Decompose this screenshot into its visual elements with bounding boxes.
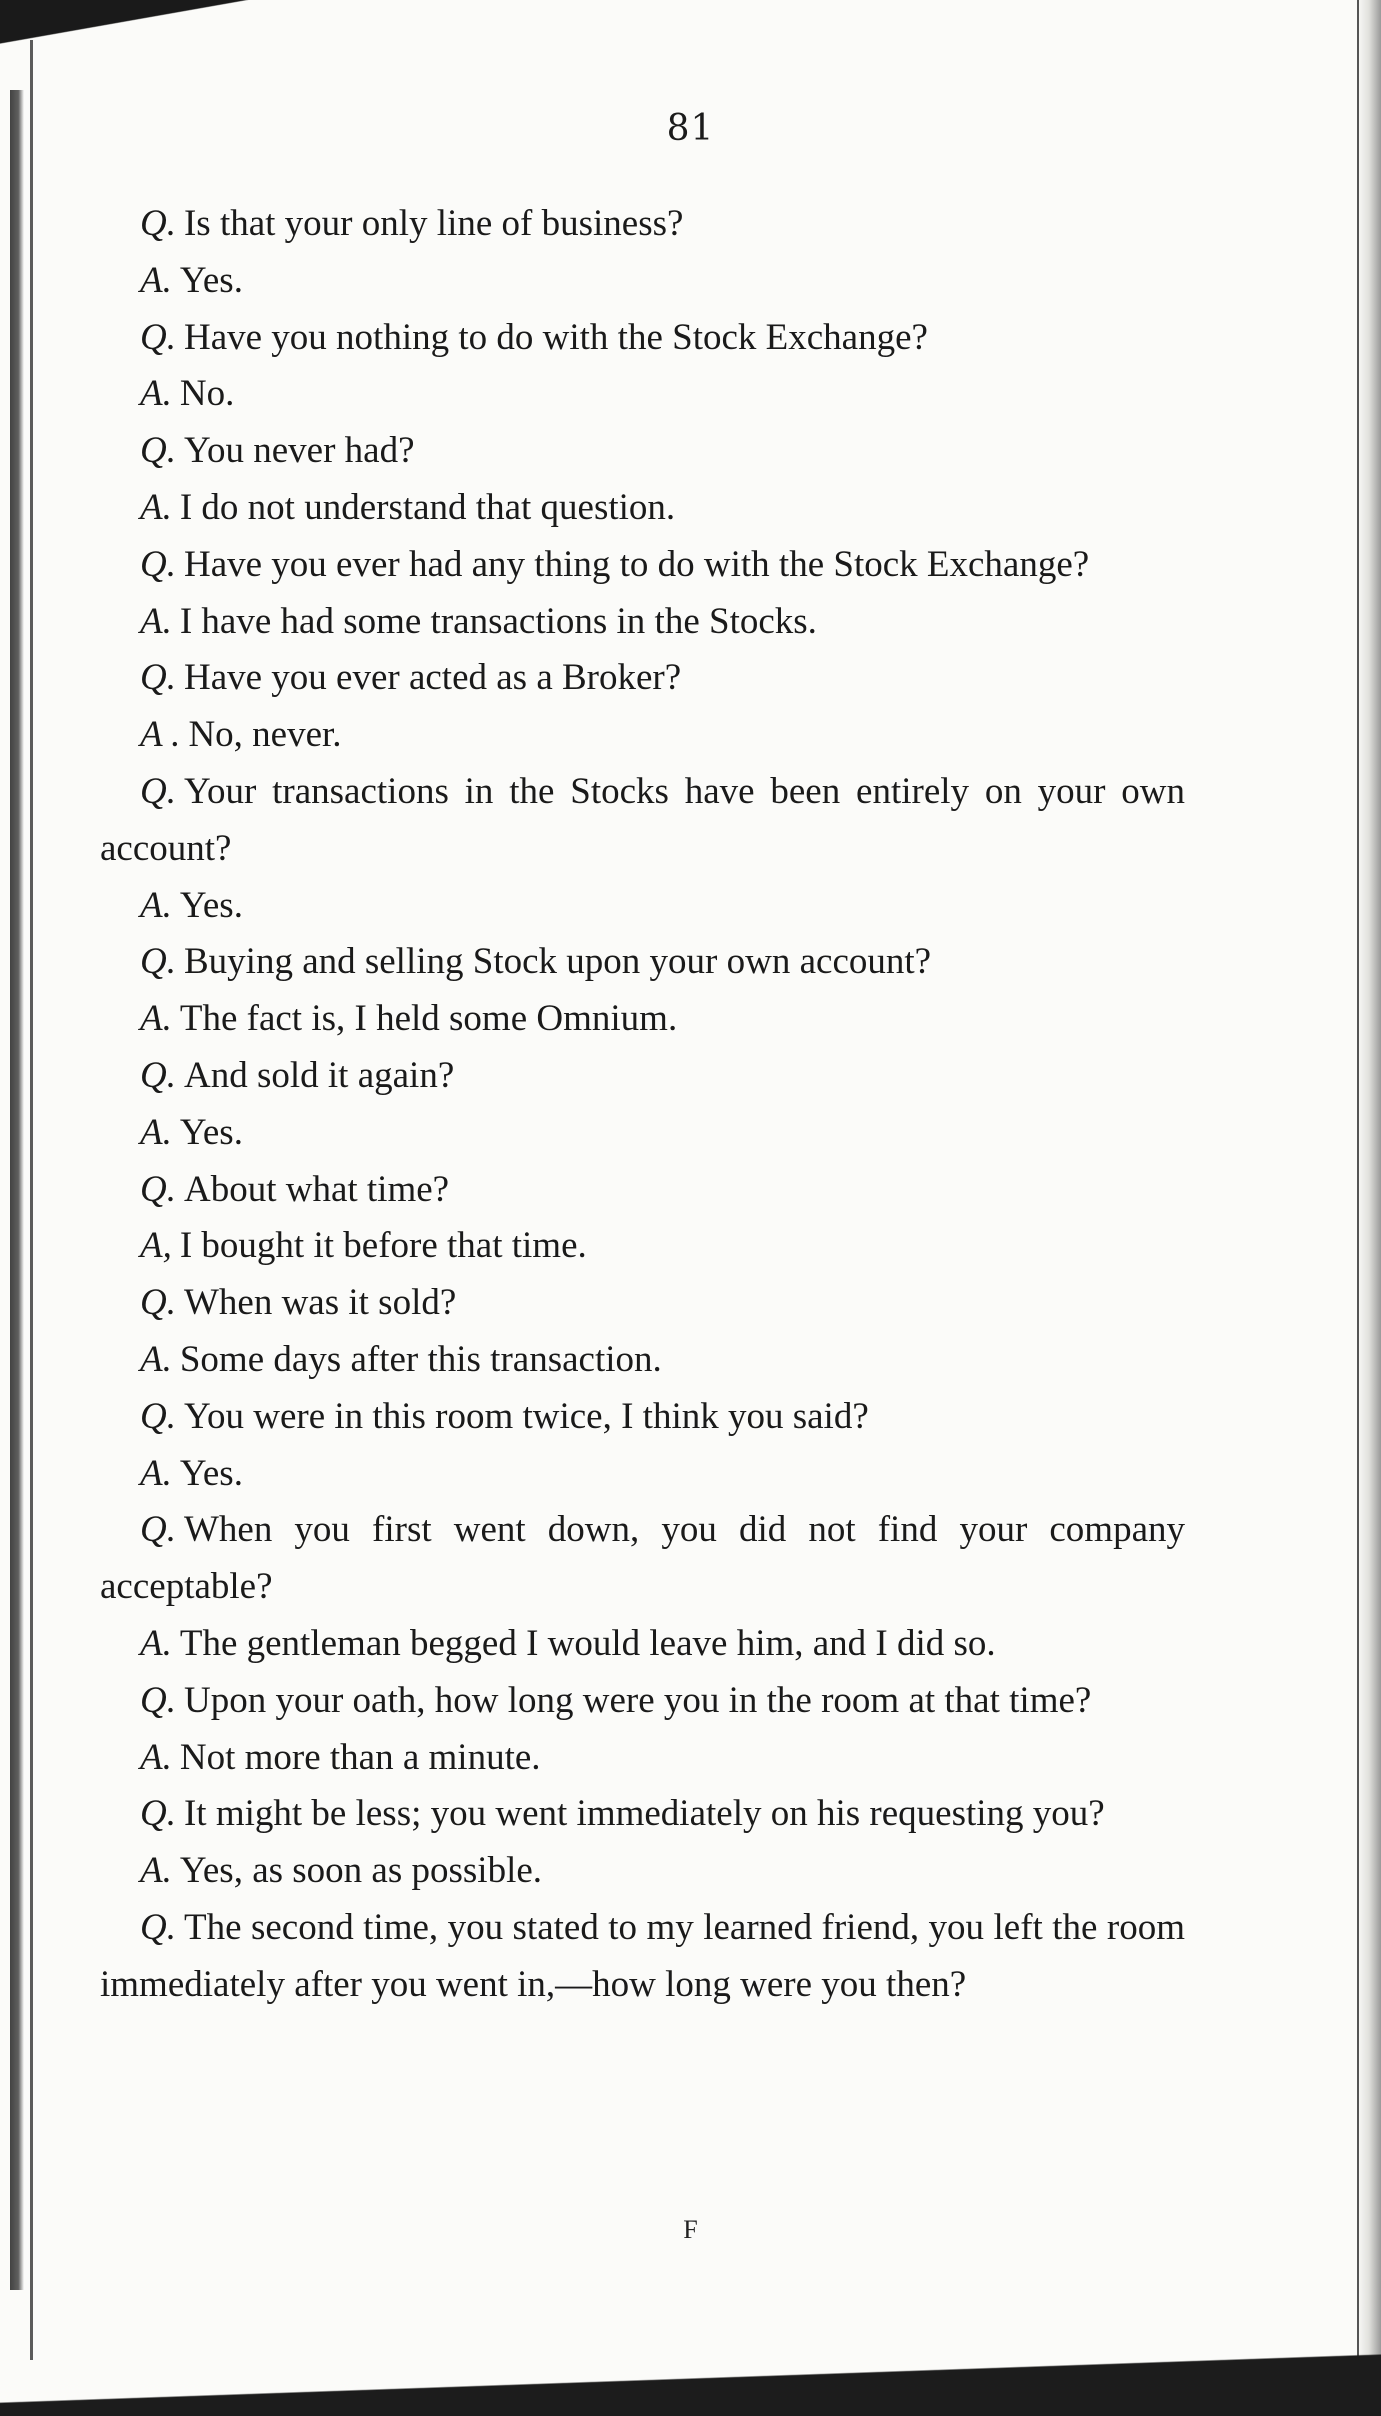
speaker-label: Q.	[140, 1168, 176, 1210]
answer-entry	[100, 366, 1185, 423]
question-entry	[100, 310, 1185, 367]
answer-entry	[100, 1332, 1185, 1389]
entry-text: Have you nothing to do with the Stock Exchange?	[183, 316, 928, 358]
speaker-label: A,	[140, 1225, 172, 1267]
entry-text: No.	[179, 373, 235, 415]
answer-entry	[100, 991, 1185, 1048]
answer-entry	[100, 1218, 1185, 1275]
speaker-label: A.	[140, 486, 172, 528]
entry-text: And sold it again?	[183, 1054, 455, 1096]
speaker-label: A.	[140, 1452, 172, 1494]
speaker-label: Q.	[140, 1906, 176, 1948]
scan-edge-bottom	[0, 2326, 1381, 2416]
speaker-label: Q.	[140, 1793, 176, 1835]
scan-edge-right-line	[1357, 0, 1359, 2416]
page-number: 81	[666, 108, 715, 149]
entry-text: The second time, you stated to my learned friend, you left the room immediately after you went in,—how long were you then?	[100, 1906, 1185, 2005]
entry-text: The gentleman begged I would leave him, and I did so.	[179, 1622, 996, 1664]
question-entry	[100, 1673, 1185, 1730]
entry-text: Yes.	[179, 1111, 243, 1153]
answer-entry	[100, 1446, 1185, 1503]
answer-entry	[100, 253, 1185, 310]
entry-text: Some days after this transaction.	[179, 1338, 662, 1380]
entry-text: When was it sold?	[183, 1282, 457, 1324]
scan-edge-left-line	[30, 40, 33, 2360]
answer-entry	[100, 1843, 1185, 1900]
speaker-label: Q.	[140, 657, 176, 699]
entry-text: You were in this room twice, I think you said?	[183, 1395, 869, 1437]
speaker-label: A.	[140, 998, 172, 1040]
entry-text: Is that your only line of business?	[183, 203, 684, 244]
scan-edge-top	[0, 0, 270, 60]
entry-text: Yes.	[179, 259, 243, 301]
speaker-label: A.	[140, 1338, 172, 1380]
speaker-label: A.	[140, 259, 172, 301]
entry-text: Upon your oath, how long were you in the room at that time?	[183, 1679, 1092, 1721]
entry-text: I have had some transactions in the Stocks.	[179, 600, 817, 642]
question-entry	[100, 650, 1185, 707]
speaker-label: A.	[140, 1622, 172, 1664]
speaker-label: Q.	[140, 941, 176, 983]
scan-edge-right	[1357, 0, 1381, 2416]
entry-text: Not more than a minute.	[179, 1736, 541, 1778]
answer-entry	[100, 594, 1185, 651]
entry-text: I do not understand that question.	[179, 486, 676, 528]
transcript-body	[100, 196, 1185, 2014]
entry-text: Yes.	[179, 884, 243, 926]
entry-text: No, never.	[188, 714, 342, 756]
answer-entry	[100, 707, 1185, 764]
answer-entry	[100, 1105, 1185, 1162]
question-entry	[100, 1048, 1185, 1105]
entry-text: Have you ever had any thing to do with the Stock Exchange?	[183, 543, 1090, 585]
speaker-label: Q.	[140, 770, 176, 812]
speaker-label: A.	[140, 373, 172, 415]
entry-text: You never had?	[183, 430, 415, 472]
answer-entry	[100, 480, 1185, 537]
speaker-label: A.	[140, 1111, 172, 1153]
speaker-label: Q.	[140, 1282, 176, 1324]
question-entry	[100, 1389, 1185, 1446]
speaker-label: Q.	[140, 1509, 176, 1551]
speaker-label: A.	[140, 600, 172, 642]
entry-text: Yes, as soon as possible.	[179, 1850, 543, 1892]
question-entry	[100, 934, 1185, 991]
entry-text: About what time?	[183, 1168, 450, 1210]
question-entry	[100, 1502, 1185, 1616]
signature-mark: F	[683, 2215, 698, 2244]
entry-text: Have you ever acted as a Broker?	[183, 657, 682, 699]
question-entry	[100, 1162, 1185, 1219]
scan-edge-left	[10, 90, 24, 2290]
speaker-label: A.	[140, 1736, 172, 1778]
answer-entry	[100, 1616, 1185, 1673]
speaker-label: Q.	[140, 1395, 176, 1437]
speaker-label: Q.	[140, 543, 176, 585]
speaker-label: A.	[140, 1850, 172, 1892]
question-entry	[100, 537, 1185, 594]
entry-text: I bought it before that time.	[179, 1225, 587, 1267]
speaker-label: Q.	[140, 1054, 176, 1096]
question-entry	[100, 764, 1185, 878]
speaker-label: Q.	[140, 203, 176, 244]
answer-entry	[100, 1730, 1185, 1787]
speaker-label: A.	[140, 884, 172, 926]
question-entry	[100, 1786, 1185, 1843]
entry-text: The fact is, I held some Omnium.	[179, 998, 678, 1040]
entry-text: When you first went down, you did not find your company acceptable?	[100, 1509, 1185, 1608]
speaker-label: Q.	[140, 430, 176, 472]
answer-entry	[100, 878, 1185, 935]
speaker-label: Q.	[140, 1679, 176, 1721]
question-entry	[100, 1900, 1185, 2014]
question-entry	[100, 196, 1185, 253]
speaker-label: Q.	[140, 316, 176, 358]
entry-text: Your transactions in the Stocks have been entirely on your own account?	[100, 770, 1185, 869]
entry-text: It might be less; you went immediately on his requesting you?	[183, 1793, 1105, 1835]
question-entry	[100, 1275, 1185, 1332]
entry-text: Yes.	[179, 1452, 243, 1494]
speaker-label: A .	[140, 714, 181, 756]
entry-text: Buying and selling Stock upon your own account?	[183, 941, 932, 983]
question-entry	[100, 423, 1185, 480]
